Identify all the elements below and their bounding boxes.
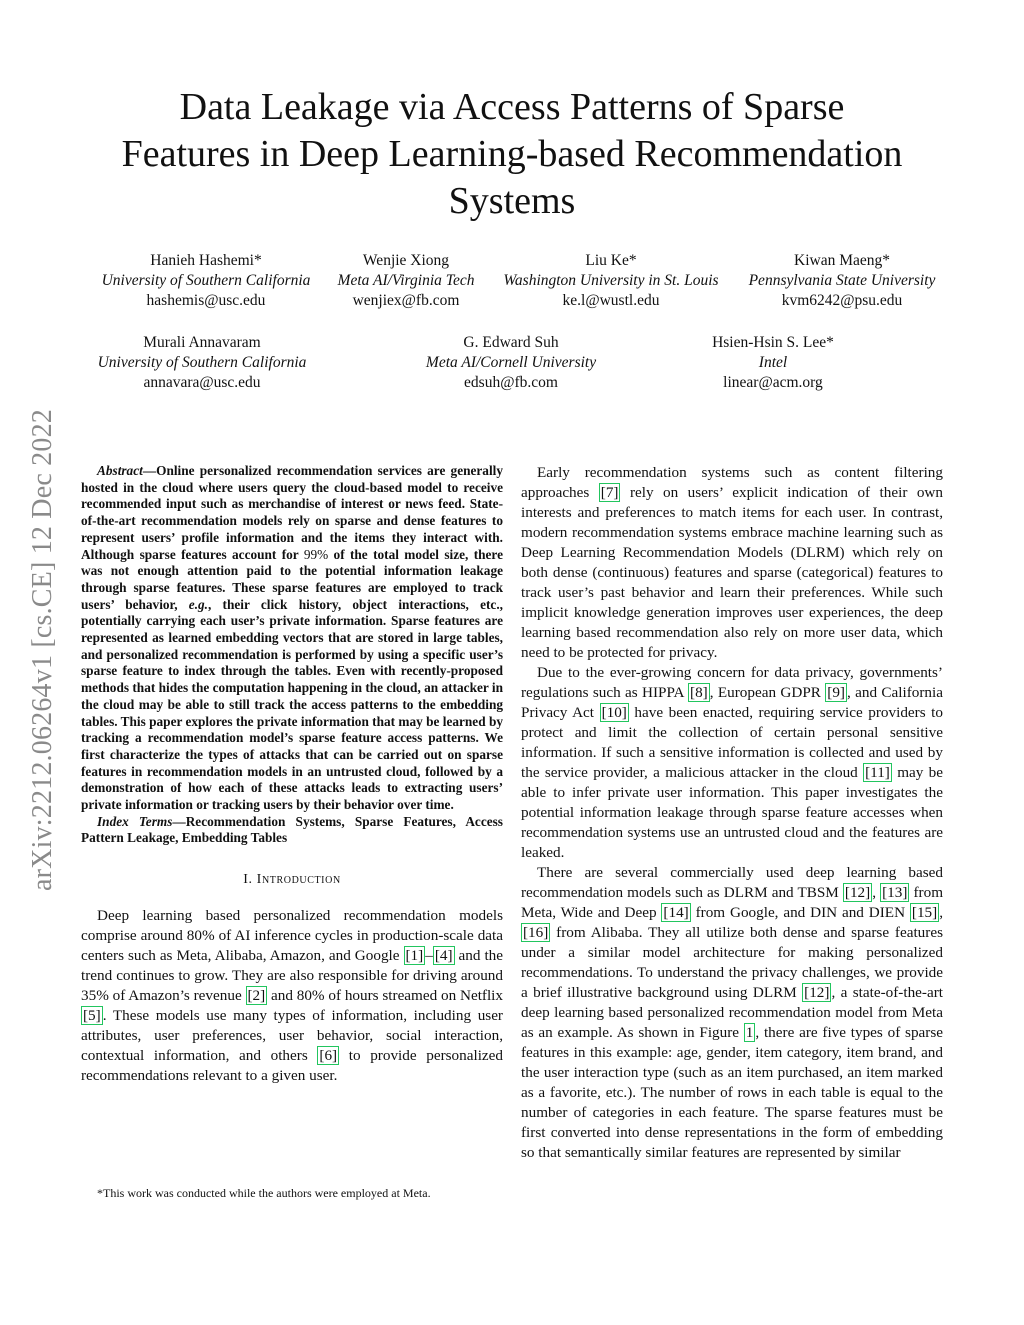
author-email: ke.l@wustl.edu bbox=[562, 292, 660, 309]
footnote: *This work was conducted while the authors were employed at Meta. bbox=[97, 1186, 431, 1200]
citation-link[interactable]: [11] bbox=[865, 764, 890, 781]
author-block bbox=[82, 333, 322, 393]
citation-link[interactable]: [5] bbox=[83, 1007, 101, 1025]
citation-link[interactable]: [1] bbox=[405, 947, 424, 965]
citation-link[interactable]: [15] bbox=[911, 904, 938, 921]
author-block bbox=[486, 251, 736, 311]
text-run: , bbox=[939, 904, 943, 921]
arxiv-stamp-text: arXiv:2212.06264v1 [cs.CE] 12 Dec 2022 bbox=[26, 409, 58, 891]
citation-link[interactable]: [14] bbox=[663, 904, 689, 921]
author-affiliation: University of Southern California bbox=[101, 272, 311, 289]
author-email: kvm6242@psu.edu bbox=[781, 292, 903, 309]
text-run: – bbox=[425, 947, 433, 965]
left-column bbox=[81, 463, 503, 1086]
citation-link[interactable]: [9] bbox=[827, 684, 845, 701]
author-block bbox=[326, 251, 486, 311]
paper-title bbox=[70, 84, 954, 225]
section-heading: I. Introduction bbox=[243, 872, 341, 888]
author-affiliation: Meta AI/Cornell University bbox=[425, 354, 597, 371]
author-name: Hsien-Hsin S. Lee* bbox=[712, 334, 834, 351]
arxiv-stamp bbox=[10, 355, 75, 945]
text-run: to provide personalized recommendations relevant to a given user. bbox=[81, 1047, 503, 1085]
abstract-eg: e.g. bbox=[188, 596, 208, 612]
author-block bbox=[86, 251, 326, 311]
text-run: Deep learning based personalized recommendation models comprise around 80% of AI inference cycles in production-scale data centers such as Meta, Alibaba, Amazon, and Google bbox=[81, 907, 503, 965]
author-name: Liu Ke* bbox=[585, 252, 637, 269]
text-run: Due to the ever-growing concern for data privacy, governments’ regulations such as HIPPA bbox=[521, 664, 943, 701]
text-run: Early recommendation systems such as content filtering approaches bbox=[521, 464, 943, 501]
text-run: from Meta, Wide and Deep bbox=[521, 884, 944, 921]
author-name: G. Edward Suh bbox=[463, 334, 559, 351]
paragraph bbox=[521, 863, 943, 1163]
author-name: Kiwan Maeng* bbox=[794, 252, 890, 269]
citation-link[interactable]: [4] bbox=[434, 947, 453, 965]
author-email: linear@acm.org bbox=[723, 374, 823, 391]
text-run: , European GDPR bbox=[709, 684, 826, 701]
author-block bbox=[736, 251, 948, 311]
text-run: from Alibaba. They all utilize both dense and sparse features under a similar model architecture for making personalized recommendations. To understand the privacy challenges, we provide a brief illustrative background using DLRM bbox=[521, 924, 943, 1001]
author-affiliation: Intel bbox=[758, 354, 788, 371]
text-run: , a state-of-the-art deep learning based personalized recommendation model from Meta as an example. As shown in Figure bbox=[521, 984, 943, 1041]
author-email: edsuh@fb.com bbox=[464, 374, 558, 391]
author-email: wenjiex@fb.com bbox=[352, 292, 460, 309]
citation-link[interactable]: [16] bbox=[523, 924, 549, 941]
index-terms bbox=[81, 814, 503, 847]
abstract-label: Abstract bbox=[97, 463, 143, 478]
paragraph bbox=[521, 663, 943, 863]
author-email: hashemis@usc.edu bbox=[146, 292, 266, 309]
citation-link[interactable]: [13] bbox=[882, 884, 908, 901]
text-run: There are several commercially used deep learning based recommendation models such as DLRM and TBSM bbox=[521, 864, 943, 901]
citation-link[interactable]: [8] bbox=[690, 684, 708, 701]
author-block bbox=[663, 333, 883, 393]
text-run: , there are five types of sparse features in this example: age, gender, item category, item brand, and the user interaction type (such as an item purchased, an item marked as a favorite, etc.). The number of rows in each table is equal to the number of categories in each feature. The sparse features must be first converted into dense representations in the form of embedding so that semantically similar features are represented by similar bbox=[521, 1024, 943, 1161]
text-run: from Google, and DIN and DIEN bbox=[690, 904, 910, 921]
text-run: have been enacted, requiring service providers to protect and limit the collection of certain personal sensitive information. If such a sensitive information is collected and used by the service provider, a malicious attacker in the cloud bbox=[521, 704, 943, 781]
author-name: Hanieh Hashemi* bbox=[150, 252, 262, 269]
author-name: Murali Annavaram bbox=[143, 334, 261, 351]
citation-link[interactable]: [6] bbox=[319, 1047, 338, 1065]
author-name: Wenjie Xiong bbox=[362, 252, 450, 269]
paragraph bbox=[81, 906, 503, 1086]
abstract-text: —Online personalized recommendation services are generally hosted in the cloud where users query the cloud-based model to receive recommended input such as merchandise of interest or news feed. State-of-the-art recommendation models rely on sparse and dense features to represent users’ profile information and the items they interact with. Although sparse features account for bbox=[81, 463, 503, 562]
text-run: rely on users’ explicit indication of their own interests and preferences to match items for each user. In contrast, modern recommendation systems embrace machine learning such as Deep Learning Recommendation Models (DLRM) which rely on both dense (continuous) features and sparse (categorical) features to track user’s past behavior and learn their preferences. While such implicit knowledge generation improves user experiences, the deep learning based recommendation also rely on more user data, which need to be protected for privacy. bbox=[521, 484, 943, 661]
abstract-text: of the total model size, there was not enough attention paid to the potential information leakage through sparse features. These sparse features are employed to track users’ behavior, bbox=[81, 546, 503, 612]
author-affiliation: Meta AI/Virginia Tech bbox=[337, 272, 475, 289]
abstract bbox=[81, 463, 503, 814]
title-line-3: Systems bbox=[448, 180, 576, 222]
abstract-text: , their click history, object interactions, etc., potentially carrying each user’s private information. Sparse features are represented as learned embedding vectors that are stored in large tables, and personalized recommendation is performed by using a specific user’s sparse feature to index through the tables. Even with recently-proposed methods that hides the computation happening in the cloud, an attacker in the cloud may be able to still track the access patterns to the embedding tables. This paper explores the private information that may be learned by tracking a recommendation model’s sparse feature access patterns. We first characterize the types of attacks that can be carried out on sparse features in recommendation models in an untrusted cloud, followed by a demonstration of how each of these attacks leads to extracting users’ private information or tracking users by their behavior over time. bbox=[81, 596, 503, 813]
figure-link[interactable]: 1 bbox=[745, 1024, 754, 1041]
text-run: and 80% of hours streamed on Netflix bbox=[267, 987, 503, 1005]
title-line-2: Features in Deep Learning-based Recommendation bbox=[121, 133, 903, 175]
citation-link[interactable]: [12] bbox=[804, 984, 830, 1001]
index-terms-label: Index Terms bbox=[97, 813, 173, 829]
text-run: , and California Privacy Act bbox=[521, 684, 943, 721]
author-affiliation: University of Southern California bbox=[97, 354, 307, 371]
citation-link[interactable]: [7] bbox=[600, 484, 619, 501]
index-terms-text: —Recommendation Systems, Sparse Features, Access Pattern Leakage, Embedding Tables bbox=[81, 813, 503, 846]
paragraph bbox=[521, 463, 943, 663]
author-email: annavara@usc.edu bbox=[143, 374, 261, 391]
text-run: , bbox=[872, 884, 881, 901]
author-affiliation: Pennsylvania State University bbox=[748, 272, 936, 289]
author-block bbox=[401, 333, 621, 393]
citation-link[interactable]: [10] bbox=[601, 704, 627, 721]
title-line-1: Data Leakage via Access Patterns of Sparse bbox=[179, 86, 845, 128]
abstract-number: 99% bbox=[303, 546, 329, 562]
text-run: and the trend continues to grow. They are also responsible for driving around 35% of Amazon’s revenue bbox=[81, 947, 503, 1005]
text-run: may be able to infer private user information. This paper investigates the potential information leakage through sparse feature accesses when recommendation systems use an untrusted cloud and the features are leaked. bbox=[521, 764, 943, 861]
author-affiliation: Washington University in St. Louis bbox=[503, 272, 719, 289]
text-run: . These models use many types of information, including user attributes, user preferences, user behavior, social interaction, contextual information, and others bbox=[81, 1007, 503, 1065]
citation-link[interactable]: [2] bbox=[247, 987, 266, 1005]
right-column bbox=[521, 463, 943, 1163]
citation-link[interactable]: [12] bbox=[844, 884, 871, 901]
